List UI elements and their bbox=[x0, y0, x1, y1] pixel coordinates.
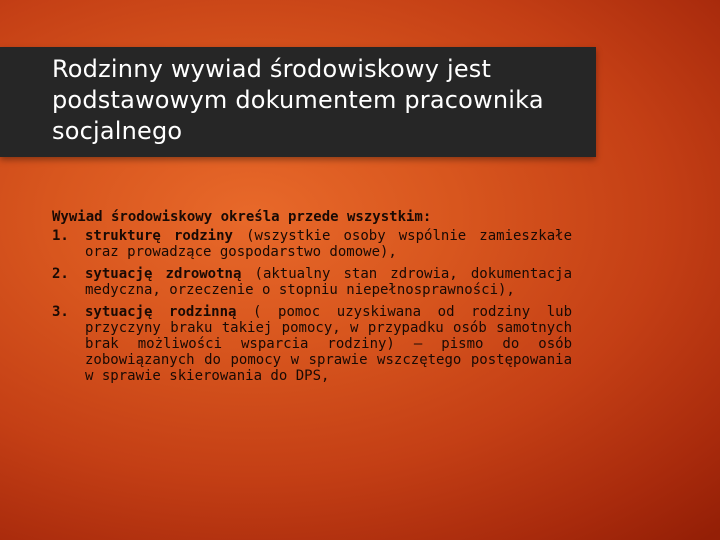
slide-title: Rodzinny wywiad środowiskowy jest podstawowym dokumentem pracownika socjalnego bbox=[52, 55, 544, 145]
item-number: 2. bbox=[52, 266, 69, 282]
list-item bbox=[52, 304, 572, 384]
list-item bbox=[52, 228, 572, 260]
item-number: 3. bbox=[52, 304, 69, 320]
item-text: (aktualny stan zdrowia, dokumentacja medyczna, orzeczenie o stopniu niepełnosprawności), bbox=[85, 266, 572, 298]
item-key: sytuację zdrowotną bbox=[85, 266, 242, 282]
item-number: 1. bbox=[52, 228, 69, 244]
item-key: strukturę rodziny bbox=[85, 228, 233, 244]
item-text: ( pomoc uzyskiwana od rodziny lub przyczyny braku takiej pomocy, w przypadku osób samotnych brak możliwości wsparcia rodziny) – pismo do osób zobowiązanych do pomocy w sprawie wszczętego postępowania w sprawie skierowania do DPS, bbox=[85, 304, 572, 384]
item-text: (wszystkie osoby wspólnie zamieszkałe oraz prowadzące gospodarstwo domowe), bbox=[85, 228, 573, 260]
item-list bbox=[52, 228, 572, 384]
lead-text: Wywiad środowiskowy określa przede wszystkim: bbox=[52, 209, 432, 225]
list-item bbox=[52, 266, 572, 298]
item-key: sytuację rodzinną bbox=[85, 304, 237, 320]
slide-body bbox=[52, 209, 572, 390]
